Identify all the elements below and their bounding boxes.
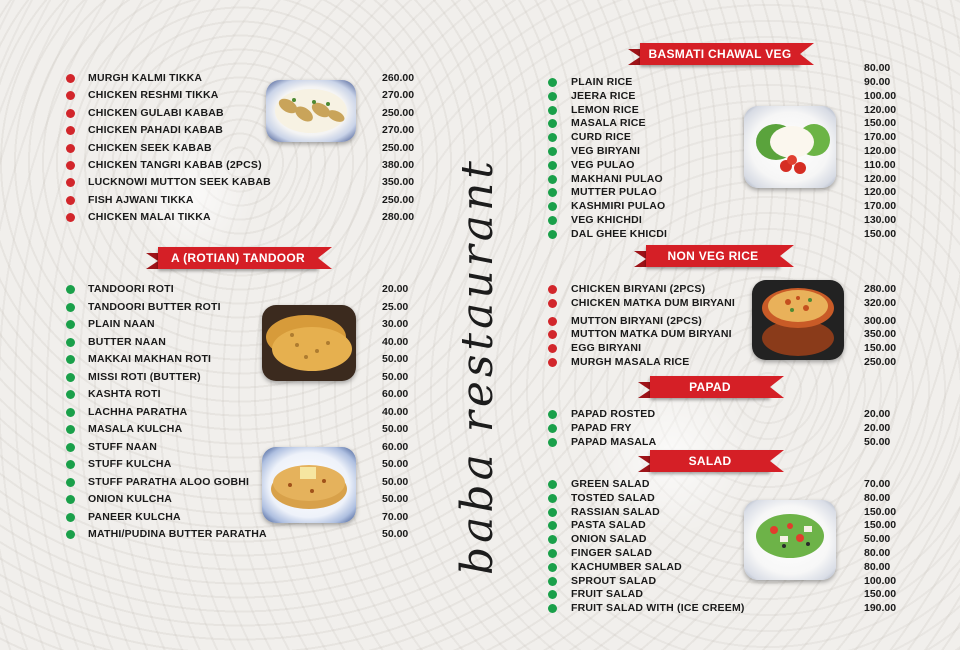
basmati-item-name: MAKHANI PULAO xyxy=(571,172,663,185)
tandoor-item-price: 50.00 xyxy=(382,475,409,488)
basmati-item-name: MASALA RICE xyxy=(571,117,646,130)
bullet-dot-icon xyxy=(548,175,557,184)
bullet-dot-icon xyxy=(548,299,557,308)
tandoor-item-name: TANDOORI ROTI xyxy=(88,283,174,295)
bullet-dot-icon xyxy=(548,216,557,225)
nonveg-title: NON VEG RICE xyxy=(667,249,759,263)
nonveg-item-name: MURGH MASALA RICE xyxy=(571,356,690,368)
tandoor-item-price: 50.00 xyxy=(382,458,409,470)
bullet-dot-icon xyxy=(548,549,557,558)
kebab-dish-image xyxy=(266,80,356,142)
tandoor-item-name: ONION KULCHA xyxy=(88,493,173,505)
kebab-item-name: FISH AJWANI TIKKA xyxy=(88,193,194,206)
bullet-dot-icon xyxy=(66,213,75,222)
salad-item-price: 150.00 xyxy=(864,519,897,532)
tandoor-item-name: MASALA KULCHA xyxy=(88,423,183,435)
salad-item-name: RASSIAN SALAD xyxy=(571,505,660,518)
basmati-item-price: 110.00 xyxy=(864,158,896,171)
basmati-item-price: 90.00 xyxy=(864,76,891,88)
salad-item-price: 70.00 xyxy=(864,478,891,490)
bullet-dot-icon xyxy=(66,74,75,83)
tandoor-item-name: MAKKAI MAKHAN ROTI xyxy=(88,353,212,365)
tandoor-item-name: KASHTA ROTI xyxy=(88,388,161,400)
basmati-item-price: 120.00 xyxy=(864,172,897,185)
basmati-banner xyxy=(640,43,800,65)
kebab-item-name: CHICKEN RESHMI TIKKA xyxy=(88,89,219,102)
nonveg-item-price: 250.00 xyxy=(864,356,897,368)
basmati-item-price: 100.00 xyxy=(864,89,897,102)
bullet-dot-icon xyxy=(548,188,557,197)
basmati-item-price: 170.00 xyxy=(864,131,897,144)
salad-item-name: SPROUT SALAD xyxy=(571,574,657,587)
right-page xyxy=(480,0,960,650)
bullet-dot-icon xyxy=(66,390,75,399)
bullet-dot-icon xyxy=(66,443,75,452)
kebab-item-price: 250.00 xyxy=(382,141,415,154)
papad-item-price: 20.00 xyxy=(864,422,891,434)
basmati-item-name: VEG KHICHDI xyxy=(571,214,643,226)
papad-item-name: PAPAD ROSTED xyxy=(571,408,656,420)
bullet-dot-icon xyxy=(66,178,75,187)
bullet-dot-icon xyxy=(548,133,557,142)
kebab-item-price: 380.00 xyxy=(382,159,415,171)
bullet-dot-icon xyxy=(548,317,557,326)
nonveg-item-name: MUTTON MATKA DUM BIRYANI xyxy=(571,328,732,341)
kebab-item-price: 270.00 xyxy=(382,124,415,137)
basmati-item-name: LEMON RICE xyxy=(571,103,639,116)
salad-item-name: TOSTED SALAD xyxy=(571,491,655,504)
nonveg-item-name: CHICKEN BIRYANI (2PCS) xyxy=(571,283,706,295)
basmati-item-price: 150.00 xyxy=(864,227,897,240)
tandoor-item-price: 60.00 xyxy=(382,440,409,453)
bullet-dot-icon xyxy=(66,196,75,205)
tandoor-item-price: 30.00 xyxy=(382,318,409,330)
nonveg-item-price: 280.00 xyxy=(864,283,897,295)
salad-item-price: 80.00 xyxy=(864,491,891,504)
roti-dish-image xyxy=(262,305,356,381)
tandoor-item-name: PANEER KULCHA xyxy=(88,510,181,523)
bullet-dot-icon xyxy=(66,513,75,522)
bullet-dot-icon xyxy=(66,495,75,504)
kebab-item-name: MURGH KALMI TIKKA xyxy=(88,72,203,84)
basmati-item-name: PLAIN RICE xyxy=(571,76,633,88)
kebab-item-name: LUCKNOWI MUTTON SEEK KABAB xyxy=(88,176,271,189)
basmati-item-name: MUTTER PULAO xyxy=(571,186,657,199)
bullet-dot-icon xyxy=(66,320,75,329)
salad-item-name: GREEN SALAD xyxy=(571,478,650,490)
tandoor-item-price: 60.00 xyxy=(382,388,409,400)
nonveg-banner xyxy=(646,245,780,267)
salad-dish-image xyxy=(744,500,836,580)
bullet-dot-icon xyxy=(548,230,557,239)
bullet-dot-icon xyxy=(548,161,557,170)
tandoor-item-price: 40.00 xyxy=(382,335,409,348)
papad-title: PAPAD xyxy=(689,380,731,394)
salad-item-name: KACHUMBER SALAD xyxy=(571,560,682,573)
bullet-dot-icon xyxy=(548,521,557,530)
bullet-dot-icon xyxy=(66,530,75,539)
bullet-dot-icon xyxy=(66,303,75,312)
tandoor-item-price: 50.00 xyxy=(382,423,409,435)
basmati-item-name: JEERA RICE xyxy=(571,89,636,102)
bullet-dot-icon xyxy=(66,425,75,434)
tandoor-banner xyxy=(158,247,318,269)
salad-item-price: 80.00 xyxy=(864,547,891,559)
bullet-dot-icon xyxy=(548,424,557,433)
bullet-dot-icon xyxy=(66,144,75,153)
nonveg-item-name: CHICKEN MATKA DUM BIRYANI xyxy=(571,296,736,309)
basmati-item-price: 130.00 xyxy=(864,214,897,226)
kebab-item-price: 250.00 xyxy=(382,193,415,206)
kebab-item-name: CHICKEN MALAI TIKKA xyxy=(88,211,211,224)
biryani-dish-image xyxy=(752,280,844,360)
tandoor-title: A (ROTIAN) TANDOOR xyxy=(170,251,306,265)
tandoor-item-price: 50.00 xyxy=(382,353,409,365)
tandoor-item-name: TANDOORI BUTTER ROTI xyxy=(88,300,221,313)
basmati-item-name: KASHMIRI PULAO xyxy=(571,200,666,213)
nonveg-item-price: 300.00 xyxy=(864,314,897,327)
kebab-item-price: 280.00 xyxy=(382,211,415,224)
bullet-dot-icon xyxy=(548,202,557,211)
tandoor-item-price: 40.00 xyxy=(382,405,409,418)
kebab-item-name: CHICKEN GULABI KABAB xyxy=(88,106,224,119)
bullet-dot-icon xyxy=(548,480,557,489)
kebab-item-name: CHICKEN PAHADI KABAB xyxy=(88,124,224,137)
tandoor-item-price: 50.00 xyxy=(382,528,409,540)
bullet-dot-icon xyxy=(548,604,557,613)
tandoor-item-name: LACHHA PARATHA xyxy=(88,405,188,418)
salad-item-name: ONION SALAD xyxy=(571,533,647,546)
tandoor-item-name: STUFF KULCHA xyxy=(88,458,172,470)
bullet-dot-icon xyxy=(66,373,75,382)
nonveg-item-name: MUTTON BIRYANI (2PCS) xyxy=(571,314,702,327)
salad-banner xyxy=(650,450,770,472)
tandoor-item-price: 20.00 xyxy=(382,283,409,295)
nonveg-item-name: EGG BIRYANI xyxy=(571,342,642,355)
kebab-item-name: CHICKEN TANGRI KABAB (2PCS) xyxy=(88,159,262,171)
tandoor-item-name: MISSI ROTI (BUTTER) xyxy=(88,370,201,383)
basmati-item-price: 120.00 xyxy=(864,103,897,116)
salad-item-name: FINGER SALAD xyxy=(571,547,653,559)
basmati-item-name: VEG PULAO xyxy=(571,158,635,171)
bullet-dot-icon xyxy=(548,508,557,517)
bullet-dot-icon xyxy=(66,408,75,417)
rice-dish-image xyxy=(744,106,836,188)
salad-item-price: 190.00 xyxy=(864,602,897,615)
basmati-item-price: 120.00 xyxy=(864,186,897,199)
salad-item-price: 50.00 xyxy=(864,533,891,546)
bullet-dot-icon xyxy=(548,344,557,353)
papad-item-name: PAPAD FRY xyxy=(571,422,632,434)
papad-item-price: 50.00 xyxy=(864,436,891,448)
basmati-item-name: VEG BIRYANI xyxy=(571,145,641,157)
bullet-dot-icon xyxy=(548,410,557,419)
bullet-dot-icon xyxy=(66,91,75,100)
bullet-dot-icon xyxy=(66,478,75,487)
salad-item-price: 150.00 xyxy=(864,588,897,601)
tandoor-item-price: 25.00 xyxy=(382,300,409,313)
tandoor-item-price: 70.00 xyxy=(382,510,409,523)
papad-item-name: PAPAD MASALA xyxy=(571,436,657,448)
basmati-item-name: DAL GHEE KHICDI xyxy=(571,227,668,240)
kebab-item-price: 270.00 xyxy=(382,89,415,102)
tandoor-item-name: PLAIN NAAN xyxy=(88,318,155,330)
nonveg-item-price: 320.00 xyxy=(864,296,897,309)
bullet-dot-icon xyxy=(66,355,75,364)
salad-item-price: 100.00 xyxy=(864,574,897,587)
kebab-item-price: 350.00 xyxy=(382,176,415,189)
papad-item-price: 20.00 xyxy=(864,408,891,420)
bullet-dot-icon xyxy=(548,577,557,586)
bullet-dot-icon xyxy=(548,590,557,599)
basmati-item-name: CURD RICE xyxy=(571,131,632,144)
basmati-extra-price: 80.00 xyxy=(864,62,891,74)
nonveg-item-price: 350.00 xyxy=(864,328,897,341)
bullet-dot-icon xyxy=(548,535,557,544)
bullet-dot-icon xyxy=(548,563,557,572)
basmati-item-price: 170.00 xyxy=(864,200,897,213)
basmati-item-price: 120.00 xyxy=(864,145,897,157)
bullet-dot-icon xyxy=(548,78,557,87)
salad-item-name: FRUIT SALAD WITH (ICE CREEM) xyxy=(571,602,745,615)
bullet-dot-icon xyxy=(66,161,75,170)
bullet-dot-icon xyxy=(66,109,75,118)
bullet-dot-icon xyxy=(548,106,557,115)
salad-item-price: 150.00 xyxy=(864,505,897,518)
papad-banner xyxy=(650,376,770,398)
kebab-item-name: CHICKEN SEEK KABAB xyxy=(88,141,212,154)
bullet-dot-icon xyxy=(548,119,557,128)
bullet-dot-icon xyxy=(548,147,557,156)
paratha-dish-image xyxy=(262,447,356,523)
tandoor-item-name: STUFF PARATHA ALOO GOBHI xyxy=(88,475,250,488)
salad-item-price: 80.00 xyxy=(864,560,891,573)
bullet-dot-icon xyxy=(548,438,557,447)
bullet-dot-icon xyxy=(66,126,75,135)
bullet-dot-icon xyxy=(548,330,557,339)
basmati-item-price: 150.00 xyxy=(864,117,897,130)
bullet-dot-icon xyxy=(548,285,557,294)
salad-title: SALAD xyxy=(688,454,732,468)
tandoor-item-name: MATHI/PUDINA BUTTER PARATHA xyxy=(88,528,267,540)
tandoor-item-price: 50.00 xyxy=(382,493,409,505)
bullet-dot-icon xyxy=(66,338,75,347)
salad-item-name: PASTA SALAD xyxy=(571,519,646,532)
tandoor-item-name: STUFF NAAN xyxy=(88,440,158,453)
kebab-item-price: 250.00 xyxy=(382,106,415,119)
bullet-dot-icon xyxy=(548,358,557,367)
bullet-dot-icon xyxy=(66,285,75,294)
salad-item-name: FRUIT SALAD xyxy=(571,588,644,601)
kebab-item-price: 260.00 xyxy=(382,72,415,84)
tandoor-item-name: BUTTER NAAN xyxy=(88,335,167,348)
bullet-dot-icon xyxy=(548,92,557,101)
bullet-dot-icon xyxy=(66,460,75,469)
basmati-title: BASMATI CHAWAL VEG xyxy=(648,47,792,61)
tandoor-item-price: 50.00 xyxy=(382,370,409,383)
nonveg-item-price: 150.00 xyxy=(864,342,897,355)
bullet-dot-icon xyxy=(548,494,557,503)
brand-text: baba restaurant xyxy=(452,157,503,575)
